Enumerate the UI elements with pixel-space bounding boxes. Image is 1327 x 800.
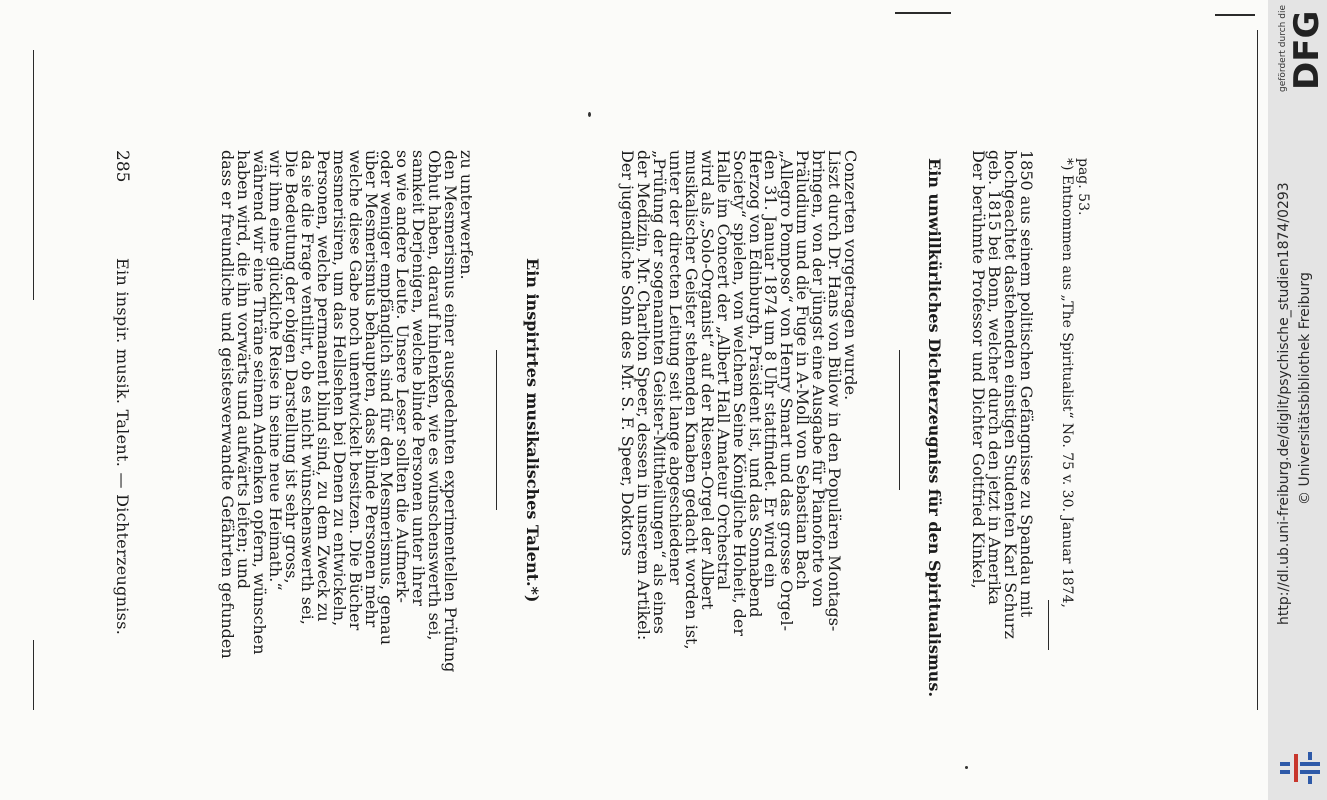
- text-line: Präludium und die Fuge in A-Moll von Sebastian Bach: [793, 150, 813, 590]
- section-heading-dichterzeugniss: Ein unwillkürliches Dichterzeugniss für den Spiritualismus.: [925, 158, 944, 698]
- text-line: Der berühmte Professor und Dichter Gottfried Kinkel,: [969, 150, 989, 589]
- footnote-line: *) Entnommen aus „The Spiritualist“ No. 75 v. 30. Januar 1874,: [1059, 158, 1076, 608]
- column-talent: [619, 150, 858, 690]
- text-line: den 31. Januar 1874 um 8 Uhr stattfindet. Er wird ein: [761, 150, 781, 589]
- text-line: musikalischer Geister stehenden Knaben gedacht worden ist,: [681, 150, 701, 650]
- text-line: wir ihm eine glückliche Reise in seine neue Heimath.“: [266, 150, 286, 591]
- ink-speck: [588, 112, 591, 117]
- text-line: „Allegro Pomposo“ von Henry Smart und das grosse Orgel-: [777, 150, 797, 631]
- section-rule-2: [899, 350, 900, 490]
- text-line: der Medizin, Mr. Charlton Speer, dessen in unserem Artikel:: [634, 150, 654, 641]
- text-line: Personen, welche permanent blind sind, zu dem Zweck zu: [313, 150, 333, 622]
- text-line: 1850 aus seinem politischen Gefängnisse zu Spandau mit: [1017, 150, 1036, 618]
- text-line: oder weniger empfänglich sind für den Mesmerismus, genau: [377, 150, 397, 646]
- copyright-notice: © Universitätsbibliothek Freiburg: [1297, 272, 1313, 505]
- viewer-sidebar: [1268, 0, 1327, 800]
- text-line: unter der directen Leitung seit lange abgeschiedener: [666, 150, 686, 585]
- text-line: über Mesmerismus behaupten, dass blinde Personen mehr: [361, 150, 381, 628]
- scan-edge-left: [33, 50, 34, 300]
- text-line: den Mesmerismus einer ausgedehnten experimentellen Prüfung: [441, 150, 461, 673]
- footnote-rule: [1048, 600, 1049, 650]
- dfg-logo-text: DFG: [1287, 10, 1327, 90]
- text-line: Conzerten vorgetragen wurde.: [841, 150, 860, 401]
- university-library-logo-icon: [1278, 748, 1322, 788]
- text-line: Society“ spielen, von welchem Seine Königliche Hoheit, der: [729, 150, 749, 637]
- ink-speck: [965, 766, 968, 769]
- sponsor-label: gefördert durch die: [1278, 5, 1288, 92]
- text-line: Obhut haben, darauf hinlenken, wie es wünschenswerth sei,: [425, 150, 445, 641]
- footnote-line: pag. 53.: [1075, 158, 1091, 216]
- permalink-url[interactable]: http://dl.ub.uni-freiburg.de/diglit/psychische_studien1874/0293: [1276, 182, 1292, 625]
- scan-edge-right: [1257, 30, 1258, 710]
- text-line: geb. 1815 bei Bonn, welcher durch den jetzt in Amerika: [985, 150, 1005, 605]
- text-line: welche diese Gabe noch unentwickelt besitzen. Die Bücher: [345, 150, 365, 631]
- text-line: da sie die Frage ventilirt, ob es nicht wünschenswerth sei,: [297, 150, 317, 625]
- section-heading-talent: Ein inspirirtes musikalisches Talent.*): [523, 258, 542, 603]
- text-line: haben wird, die ihn vorwärts und aufwärts leiten; und: [234, 150, 254, 590]
- text-line: zu unterwerfen.: [457, 150, 476, 280]
- text-line: wird als „Solo-Organist“ auf der Riesen-Orgel der Albert: [697, 150, 717, 610]
- dfg-logo-icon: [1287, 8, 1327, 92]
- text-line: Halle im Concert der „Albert Hall Amateur Orchestral: [713, 150, 733, 591]
- section-rule-1: [496, 350, 497, 510]
- text-line: hochgeachtet dastehenden einstigen Studenten Karl Schurz: [1001, 150, 1021, 639]
- page-number: 285: [112, 150, 132, 183]
- running-title: Ein inspir. musik. Talent. — Dichterzeugniss.: [113, 258, 132, 636]
- text-line: so wie andere Leute. Unsere Leser sollten die Aufmerk-: [393, 150, 413, 603]
- top-rule-2: [1215, 14, 1255, 16]
- footnote: [1058, 158, 1090, 698]
- text-line: mesmerisiren, um das Hellsehen bei Denen zu entwickeln,: [329, 150, 349, 627]
- column-continuation: [220, 150, 475, 690]
- text-line: Der jugendliche Sohn des Mr. S. F. Speer, Doktors: [618, 150, 638, 556]
- text-line: samkeit Derjenigen, welche blinde Personen unter ihrer: [409, 150, 429, 606]
- column-dichterzeugniss: [970, 150, 1034, 690]
- text-line: bringen, von der jüngst eine Ausgabe für Pianoforte von: [809, 150, 829, 608]
- text-line: Liszt durch Dr. Hans von Bülow in den Populären Montags-: [825, 150, 845, 632]
- top-rule-1: [895, 12, 951, 14]
- text-line: Die Bedeutung der obigen Darstellung ist sehr gross,: [282, 150, 302, 584]
- text-line: während wir eine Thräne seinem Andenken opfern, wünschen: [250, 150, 270, 655]
- scan-edge-left-lower: [33, 640, 34, 710]
- text-line: Herzog von Edinburgh, Präsident ist, und das Sonnabend: [745, 150, 765, 618]
- text-line: dass er freundliche und geistesverwandte Gefährten gefunden: [218, 150, 238, 659]
- text-line: „Prüfung der sogenannten Geister-Mittheilungen“ als eines: [650, 150, 670, 634]
